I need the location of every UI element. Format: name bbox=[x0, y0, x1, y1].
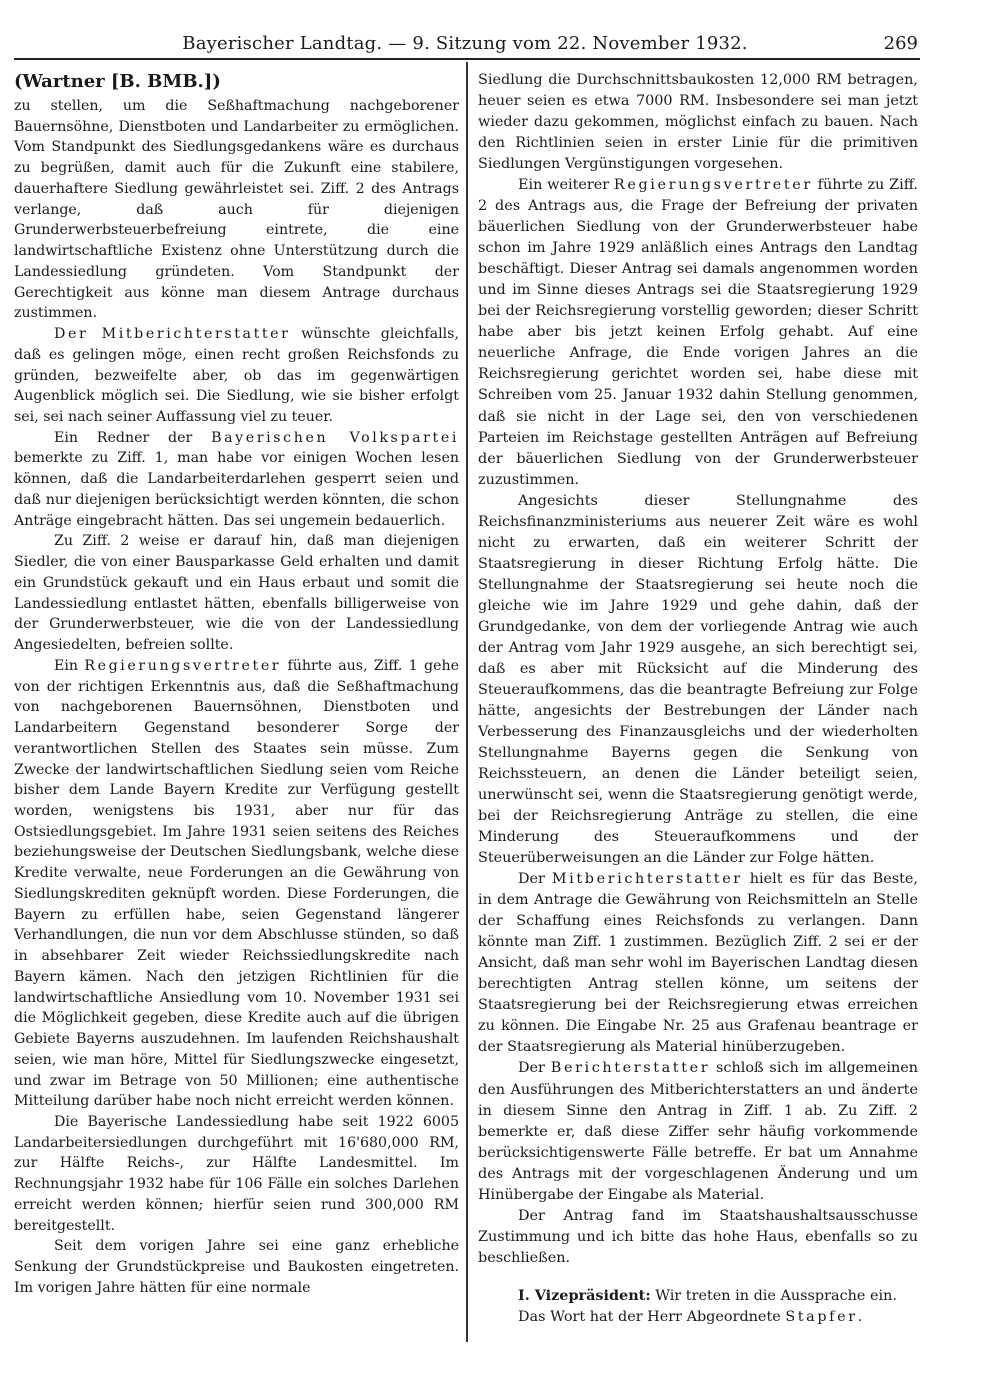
paragraph: zu stellen, um die Seßhaftmachung nachgeborener Bauernsöhne, Dienstboten und Landarbeiter zu ermöglichen. Vom Standpunkt des Siedlungsgedankens wäre es durchaus zu begrüßen, damit auch für die Zukunft eine stabilere, dauerhaftere Siedlung gewährleistet sei. Ziff. 2 des Antrags verlange, daß auch für diejenigen Grunderwerbsteuerbefreiung eintrete, die eine landwirtschaftliche Existenz ohne Unterstützung durch die Landessiedlung gründeten. Vom Standpunkt der Gerechtigkeit aus könne man diesem Antrage durchaus zustimmen. bbox=[14, 98, 459, 322]
paragraph: Zu Ziff. 2 weise er darauf hin, daß man diejenigen Siedler, die von einer Bausparkasse Geld erhalten und damit ein Grundstück gekauft und ein Haus erbaut und somit die Landessiedlung entlastet hätten, ebenfalls billigerweise von der Grunderwerbsteuer, wie die von der Landessiedlung Angesiedelten, befreien sollte. bbox=[14, 533, 459, 654]
spaced-speaker: Mitberichterstatter bbox=[551, 871, 743, 888]
spaced-speaker: Berichterstatter bbox=[550, 1060, 711, 1077]
page-number: 269 bbox=[883, 33, 918, 54]
left-column bbox=[14, 70, 459, 1299]
paragraph: Der Antrag fand im Staatshaushaltsausschusse Zustimmung und ich bitte das hohe Haus, ebenfalls so zu beschließen. bbox=[478, 1207, 918, 1266]
running-head: Bayerischer Landtag. — 9. Sitzung vom 22. November 1932. bbox=[182, 33, 748, 54]
paragraph: Ein Regierungsvertreter führte aus, Ziff. 1 gehe von der richtigen Erkenntnis aus, daß die Seßhaftmachung von nachgeborenen Bauernsöhnen, Dienstboten und Landarbeitern Gegenstand besonderer Sorge der verantwortlichen Stellen des Staates sein müsse. Zum Zwecke der landwirtschaftlichen Siedlung seien vom Reiche bisher dem Lande Bayern Kredite zur Verfügung gestellt worden, wenigstens bis 1931, aber nur für das Ostsiedlungsgebiet. Im Jahre 1931 seien seitens des Reiches beziehungsweise der Deutschen Siedlungsbank, welche diese Kredite verwalte, neue Forderungen an die Gewährung von Siedlungskrediten geknüpft worden. Diese Forderungen, die Bayern zu erfüllen habe, seien Gegenstand längerer Verhandlungen, die nun vor dem Abschlusse stünden, so daß in absehbarer Zeit wieder Reichssiedlungskredite nach Bayern kämen. Nach den jetzigen Richtlinien für die landwirtschaftliche Ansiedlung vom 10. November 1931 sei die Möglichkeit gegeben, diese Kredite auch auf die übrigen Gebiete Bayerns auszudehnen. Im laufenden Reichshaushalt seien, wie man höre, Mittel für Siedlungszwecke eingesetzt, und zwar im Betrage von 50 Millionen; eine authentische Mitteilung darüber habe noch nicht erreicht werden können. bbox=[14, 657, 459, 1110]
spaced-speaker: Regierungsvertreter bbox=[84, 657, 282, 674]
right-column bbox=[478, 70, 918, 1328]
paragraph: Der Berichterstatter schloß sich im allgemeinen den Ausführungen des Mitberichterstatters an und änderte in diesem Sinne den Antrag in Ziff. 1 ab. Zu Ziff. 2 bemerkte er, daß diese Ziffer sehr häufig vorkommende berücksichtigenswerte Fälle betreffe. Er bat um Annahme des Antrags mit der vorgeschlagenen Änderung und um Hinübergabe der Eingabe als Material. bbox=[478, 1060, 918, 1203]
paragraph: Die Bayerische Landessiedlung habe seit 1922 6005 Landarbeitersiedlungen durchgeführt mit 16'680,000 RM, zur Hälfte Reichs-, zur Hälfte Landesmittel. Im Rechnungsjahr 1932 habe für 106 Fälle ein solches Darlehen erreicht werden können; hierfür seien rund 300,000 RM bereitgestellt. bbox=[14, 1113, 459, 1234]
speaker-label: (Wartner [B. BMB.]) bbox=[14, 71, 221, 92]
paragraph: Der Mitberichterstatter wünschte gleichfalls, daß es gelingen möge, einen recht großen Reichsfonds zu gründen, bezweifelte aber, ob das im gegenwärtigen Augenblick möglich sei. Die Siedlung, wie sie bisher erfolgt sei, sei nach seiner Auffassung viel zu teuer. bbox=[14, 326, 459, 426]
spaced-party: Bayerischen Volkspartei bbox=[211, 429, 459, 446]
paragraph: Ein Redner der Bayerischen Volkspartei bemerkte zu Ziff. 1, man habe vor einigen Wochen lesen können, daß die Landarbeiterdarlehen gesperrt seien und daß nur diejenigen berücksichtigt werden könnten, die schon Anträge eingebracht hätten. Das sei ungemein bedauerlich. bbox=[14, 429, 459, 529]
page-header bbox=[0, 0, 1000, 62]
spaced-speaker: Regierungsvertreter bbox=[613, 177, 813, 194]
vice-president-label: I. Vizepräsident: bbox=[518, 1286, 651, 1304]
paragraph: Angesichts dieser Stellungnahme des Reichsfinanzministeriums aus neuerer Zeit wäre es wohl nicht zu erwarten, daß ein weiterer Schritt der Staatsregierung in dieser Richtung Erfolg hätte. Die Stellungnahme der Staatsregierung sei heute noch die gleiche wie im Jahre 1929 und gehe dahin, daß der Grundgedanke, von dem der vorliegende Antrag wie auch der Antrag vom Jahr 1929 ausgehe, an sich berechtigt sei, daß es aber mit Rücksicht auf die Minderung des Steueraufkommens, das die beantragte Befreiung zur Folge hätte, angesichts der Bestrebungen der Länder nach Verbesserung des Finanzausgleichs und der wiederholten Stellungnahme Bayerns gegen die Senkung von Reichssteuern, an denen die Länder beteiligt seien, unerwünscht sei, wenn die Staatsregierung genötigt werde, bei der Reichsregierung Anträge zu stellen, die eine Minderung des Steueraufkommens und der Steuerüberweisungen an die Länder zur Folge hätten. bbox=[478, 492, 918, 867]
column-divider bbox=[466, 62, 468, 1342]
header-rule bbox=[14, 58, 920, 60]
paragraph: Der Mitberichterstatter hielt es für das Beste, in dem Antrage die Gewährung von Reichsmitteln an Stelle der Schaffung eines Reichsfonds zu verlangen. Dann könnte man Ziff. 1 zustimmen. Bezüglich Ziff. 2 sei er der Ansicht, daß man sehr wohl im Bayerischen Landtag diesen berechtigten Antrag stellen könne, um seitens der Staatsregierung bei der Reichsregierung etwas erreichen zu können. Die Eingabe Nr. 25 aus Grafenau beantrage er der Staatsregierung als Material hinüberzugeben. bbox=[478, 871, 918, 1056]
spaced-speaker: Der Mitberichterstatter bbox=[54, 326, 291, 343]
spaced-name: Stapfer bbox=[785, 1308, 858, 1325]
paragraph: Ein weiterer Regierungsvertreter führte zu Ziff. 2 des Antrags aus, die Frage der Befreiung der privaten bäuerlichen Siedlung von der Grunderwerbsteuer habe schon im Jahre 1929 anläßlich eines Antrags den Landtag beschäftigt. Dieser Antrag sei damals angenommen worden und im Sinne dieses Antrags sei die Staatsregierung 1929 bei der Reichsregierung vorstellig geworden; dieser Schritt habe aber bis jetzt keinen Erfolg gehabt. Auf eine neuerliche Anfrage, die Ende vorigen Jahres an die Reichsregierung gerichtet worden sei, habe diese mit Schreiben vom 25. Januar 1932 dahin Stellung genommen, daß sie nicht in der Lage sei, den von verschiedenen Parteien im Reichstage gestellten Anträgen auf Befreiung der bäuerlichen Siedlung von der Grunderwerbsteuer zuzustimmen. bbox=[478, 177, 918, 488]
paragraph: I. Vizepräsident: Wir treten in die Aussprache ein. bbox=[518, 1286, 897, 1304]
paragraph: Das Wort hat der Herr Abgeordnete Stapfer. bbox=[518, 1308, 863, 1325]
paragraph: Siedlung die Durchschnittsbaukosten 12,000 RM betragen, heuer seien es etwa 7000 RM. Insbesondere sei man jetzt wieder dazu gekommen, möglichst einfach zu bauen. Nach den Richtlinien seien in erster Linie für die primitiven Siedlungen Vergünstigungen vorgesehen. bbox=[478, 72, 918, 173]
paragraph: Seit dem vorigen Jahre sei eine ganz erhebliche Senkung der Grundstückpreise und Baukosten eingetreten. Im vorigen Jahre hätten für eine normale bbox=[14, 1238, 459, 1296]
